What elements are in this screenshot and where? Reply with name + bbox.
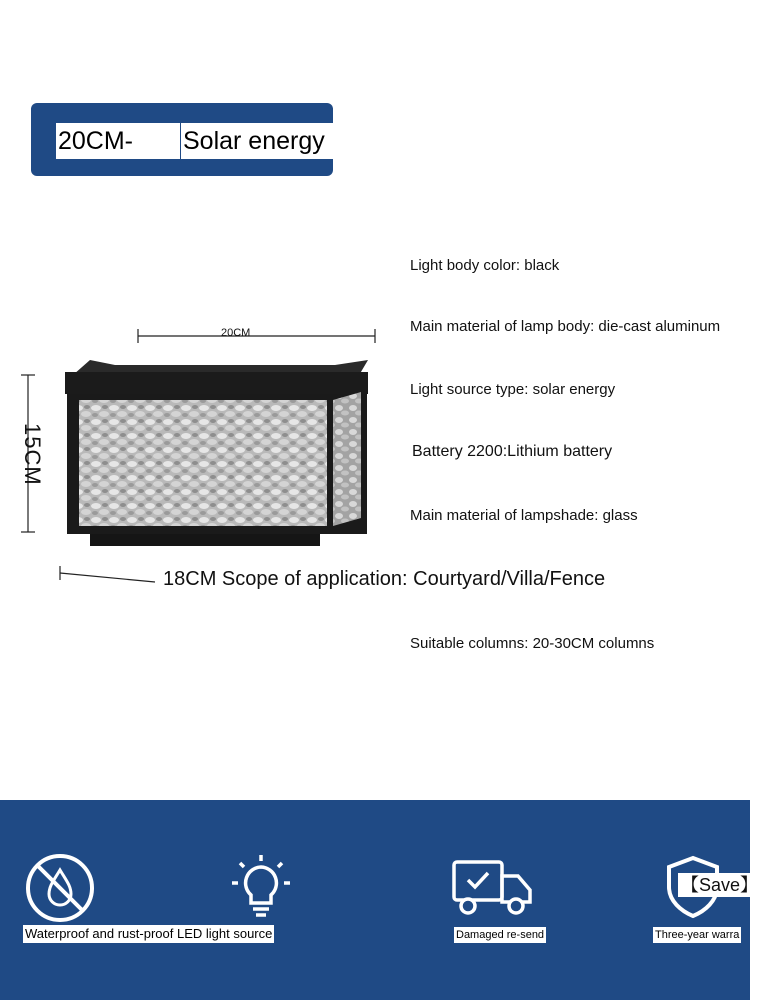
lamp-image xyxy=(55,320,375,550)
bulb-icon xyxy=(228,853,294,923)
width-dimension-label: 20CM xyxy=(221,327,251,339)
spec-light-source: Light source type: solar energy xyxy=(410,381,616,398)
badge-size-label: 20CM- xyxy=(56,123,180,159)
waterproof-icon xyxy=(24,852,96,924)
truck-icon xyxy=(450,858,534,918)
scope-of-application: 18CM Scope of application: Courtyard/Villa/Fence xyxy=(163,568,606,590)
spec-body-color: Light body color: black xyxy=(410,257,560,274)
badge-type-label: Solar energy xyxy=(181,123,338,159)
save-label: 【Save】 xyxy=(678,873,761,897)
spec-suitable-columns: Suitable columns: 20-30CM columns xyxy=(410,635,655,652)
height-dimension-label: 15CM xyxy=(20,423,45,486)
feature-warranty-label: Three-year warra xyxy=(655,929,740,941)
feature-resend-label: Damaged re-send xyxy=(456,929,545,941)
spec-lampshade-material: Main material of lampshade: glass xyxy=(410,507,638,524)
features-band xyxy=(0,800,750,1000)
spec-battery: Battery 2200:Lithium battery xyxy=(412,443,613,460)
spec-body-material: Main material of lamp body: die-cast aluminum xyxy=(410,318,721,335)
feature-waterproof-label: Waterproof and rust-proof LED light source xyxy=(25,926,273,941)
